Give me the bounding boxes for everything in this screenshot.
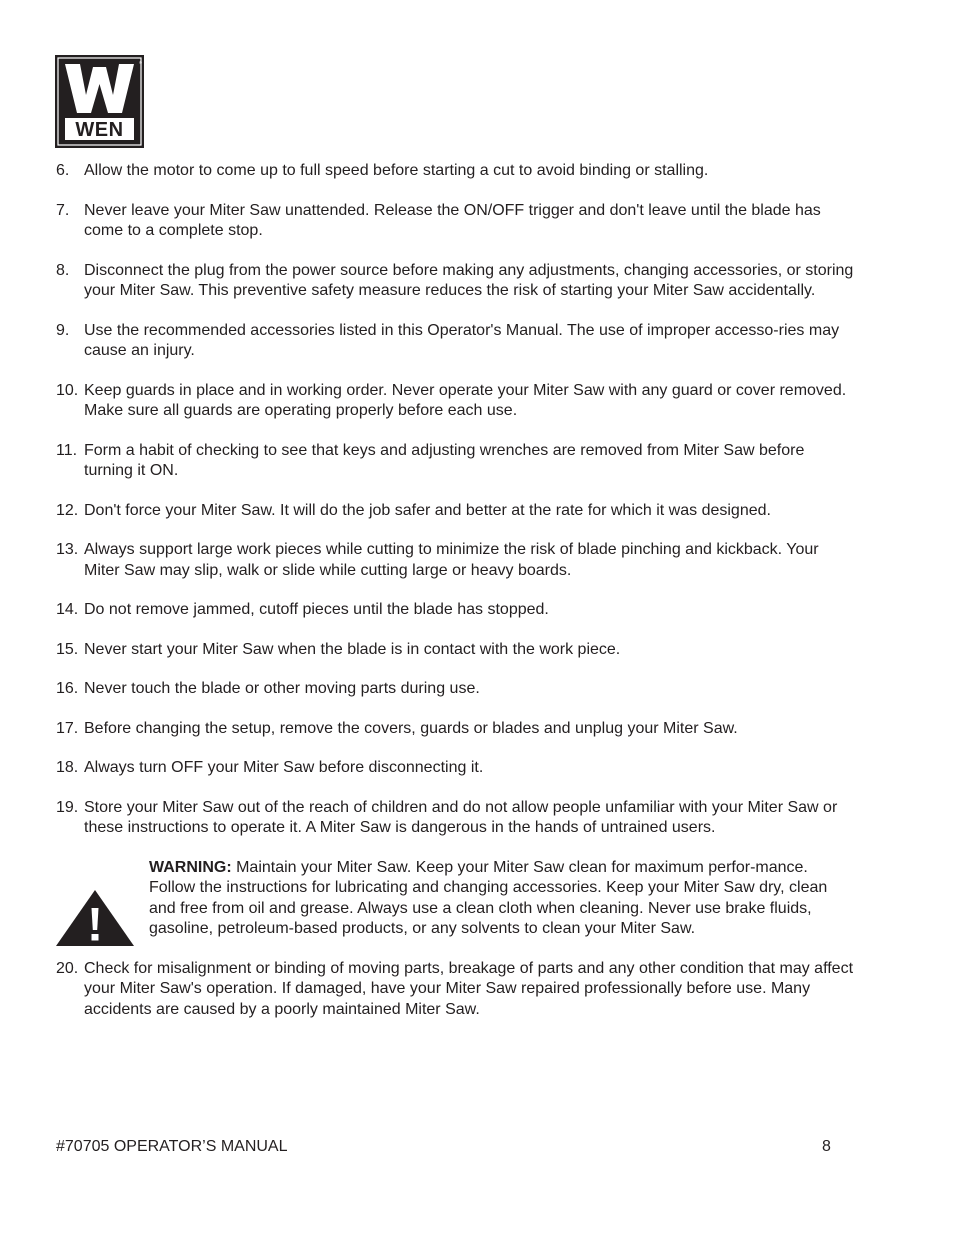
- item-number: 19.: [56, 798, 79, 816]
- warning-text-block: [149, 858, 846, 940]
- item-number: 7.: [56, 201, 70, 219]
- item-text: Always support large work pieces while cutting to minimize the risk of blade pinching and kickback. Your Miter Saw may slip, walk or slide while cutting large or heavy boards.: [84, 541, 819, 579]
- list-item: [56, 201, 856, 242]
- warning-text: Maintain your Miter Saw. Keep your Miter Saw clean for maximum perfor-mance. Follow the instructions for lubricating and changing accessories. Keep your Miter Saw dry, clean and free from oil and grease. Always use a clean cloth when cleaning. Never use brake fluids, gasoline, petroleum-based products, or any solvents to clean your Miter Saw.: [149, 858, 828, 937]
- item-text: Store your Miter Saw out of the reach of children and do not allow people unfamiliar with your Miter Saw or these instructions to operate it. A Miter Saw is dangerous in the hands of untrained users.: [84, 798, 838, 836]
- footer-page-number: 8: [822, 1138, 831, 1155]
- list-item: [56, 758, 856, 779]
- item-text: Never start your Miter Saw when the blade is in contact with the work piece.: [84, 640, 621, 658]
- item-number: 20.: [56, 959, 79, 977]
- item-text: Check for misalignment or binding of moving parts, breakage of parts and any other condition that may affect your Miter Saw's operation. If damaged, have your Miter Saw repaired professionally before use. Many accidents are caused by a poorly maintained Miter Saw.: [84, 959, 854, 1018]
- list-item: [56, 441, 856, 482]
- list-item: [56, 501, 856, 522]
- svg-text:®: ®: [139, 60, 142, 65]
- item-number: 13.: [56, 541, 79, 558]
- list-item: [56, 161, 856, 182]
- list-item: [56, 798, 856, 839]
- list-item: [56, 540, 856, 581]
- item-number: 6.: [56, 162, 70, 179]
- list-item: [56, 640, 856, 661]
- list-item: [56, 321, 856, 362]
- warning-label: WARNING:: [149, 858, 232, 876]
- item-text: Never leave your Miter Saw unattended. Release the ON/OFF trigger and don't leave until the blade has come to a complete stop.: [84, 201, 821, 239]
- wen-logo: [55, 55, 144, 148]
- list-item: [56, 719, 856, 740]
- item-text: Disconnect the plug from the power source before making any adjustments, changing accessories, or storing your Miter Saw. This preventive safety measure reduces the risk of starting your Miter Saw accidentally.: [84, 261, 854, 299]
- item-number: 11.: [56, 441, 78, 459]
- item-number: 8.: [56, 261, 70, 279]
- item-text: Never touch the blade or other moving parts during use.: [84, 680, 480, 697]
- list-item: [56, 261, 856, 302]
- item-text: Before changing the setup, remove the covers, guards or blades and unplug your Miter Saw.: [84, 719, 738, 737]
- list-item: [56, 679, 856, 700]
- item-text: Form a habit of checking to see that keys and adjusting wrenches are removed from Miter Saw before turning it ON.: [84, 441, 805, 479]
- item-text: Always turn OFF your Miter Saw before disconnecting it.: [84, 759, 484, 776]
- item-text: Keep guards in place and in working order. Never operate your Miter Saw with any guard or cover removed. Make sure all guards are operating properly before each use.: [84, 381, 847, 419]
- list-item: [56, 600, 856, 621]
- item-number: 9.: [56, 321, 70, 339]
- list-item: [56, 381, 856, 422]
- item-text: Use the recommended accessories listed in this Operator's Manual. The use of improper accesso-ries may cause an injury.: [84, 321, 840, 359]
- list-item: [56, 959, 856, 1021]
- item-number: 17.: [56, 719, 79, 737]
- footer-manual-title: #70705 OPERATOR’S MANUAL: [56, 1138, 288, 1155]
- item-number: 15.: [56, 640, 79, 658]
- item-number: 18.: [56, 759, 79, 776]
- item-text: Allow the motor to come up to full speed before starting a cut to avoid binding or stalling.: [84, 162, 709, 179]
- item-number: 10.: [56, 381, 79, 399]
- item-text: Do not remove jammed, cutoff pieces until the blade has stopped.: [84, 601, 549, 618]
- item-number: 16.: [56, 680, 79, 697]
- warning-box: [56, 858, 846, 940]
- item-number: 14.: [56, 601, 79, 618]
- item-text: Don't force your Miter Saw. It will do the job safer and better at the rate for which it was designed.: [84, 501, 771, 519]
- item-number: 12.: [56, 501, 79, 519]
- svg-text:WEN: WEN: [75, 119, 124, 141]
- warning-triangle-icon: [56, 890, 134, 946]
- safety-rules-list: [56, 161, 856, 1020]
